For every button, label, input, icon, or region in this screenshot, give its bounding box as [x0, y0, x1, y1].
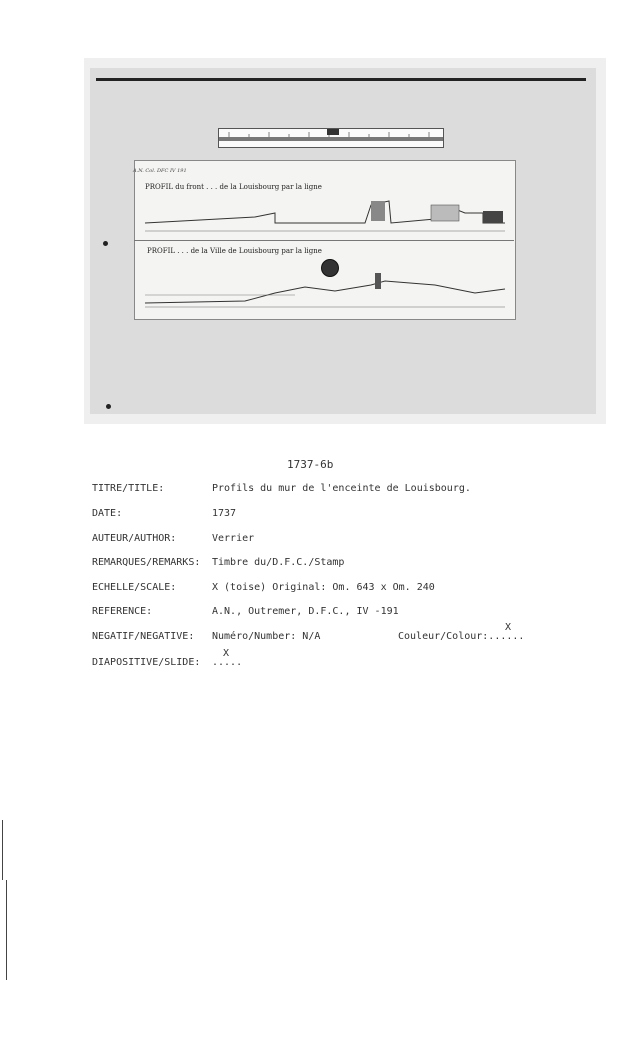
upper-profile-title: PROFIL du front . . . de la Louisbourg par la ligne	[145, 183, 322, 191]
field-row	[0, 533, 638, 551]
punch-hole-icon	[106, 404, 111, 409]
field-value: Profils du mur de l'enceinte de Louisbourg.	[212, 483, 471, 494]
archive-code: A.N. Col. DFC IV 191	[133, 168, 187, 174]
field-label: DIAPOSITIVE/SLIDE:	[92, 657, 201, 668]
field-label: ECHELLE/SCALE:	[92, 582, 177, 593]
slide-mark: X	[223, 648, 230, 659]
field-row	[0, 483, 638, 501]
scan-edge-mark	[2, 820, 3, 880]
top-rule	[96, 78, 586, 81]
field-label: TITRE/TITLE:	[92, 483, 165, 494]
field-row	[0, 657, 638, 675]
field-value: 1737	[212, 508, 237, 519]
scale-ruler	[218, 128, 444, 148]
field-row	[0, 508, 638, 526]
field-row	[0, 631, 638, 649]
field-value: X (toise) Original: Om. 643 x Om. 240	[212, 582, 435, 593]
field-label: AUTEUR/AUTHOR:	[92, 533, 177, 544]
field-value: A.N., Outremer, D.F.C., IV -191	[212, 606, 399, 617]
field-row	[0, 606, 638, 624]
field-value: Numéro/Number: N/A	[212, 631, 321, 642]
punch-hole-icon	[103, 241, 108, 246]
dfc-stamp-icon	[321, 259, 339, 277]
field-value: .....	[212, 657, 243, 668]
field-label: DATE:	[92, 508, 123, 519]
field-label: REFERENCE:	[92, 606, 153, 617]
lower-profile-title: PROFIL . . . de la Ville de Louisbourg par la ligne	[147, 247, 322, 255]
field-label: NEGATIF/NEGATIVE:	[92, 631, 195, 642]
colour-mark: X	[505, 622, 512, 633]
scan-edge-mark	[6, 880, 7, 980]
colour-label: Couleur/Colour:......	[398, 631, 525, 642]
field-value: Verrier	[212, 533, 255, 544]
field-value: Timbre du/D.F.C./Stamp	[212, 557, 345, 568]
field-label: REMARQUES/REMARKS:	[92, 557, 201, 568]
field-row	[0, 557, 638, 575]
card-id: 1737-6b	[287, 458, 334, 471]
field-row	[0, 582, 638, 600]
map-divider	[134, 240, 514, 241]
